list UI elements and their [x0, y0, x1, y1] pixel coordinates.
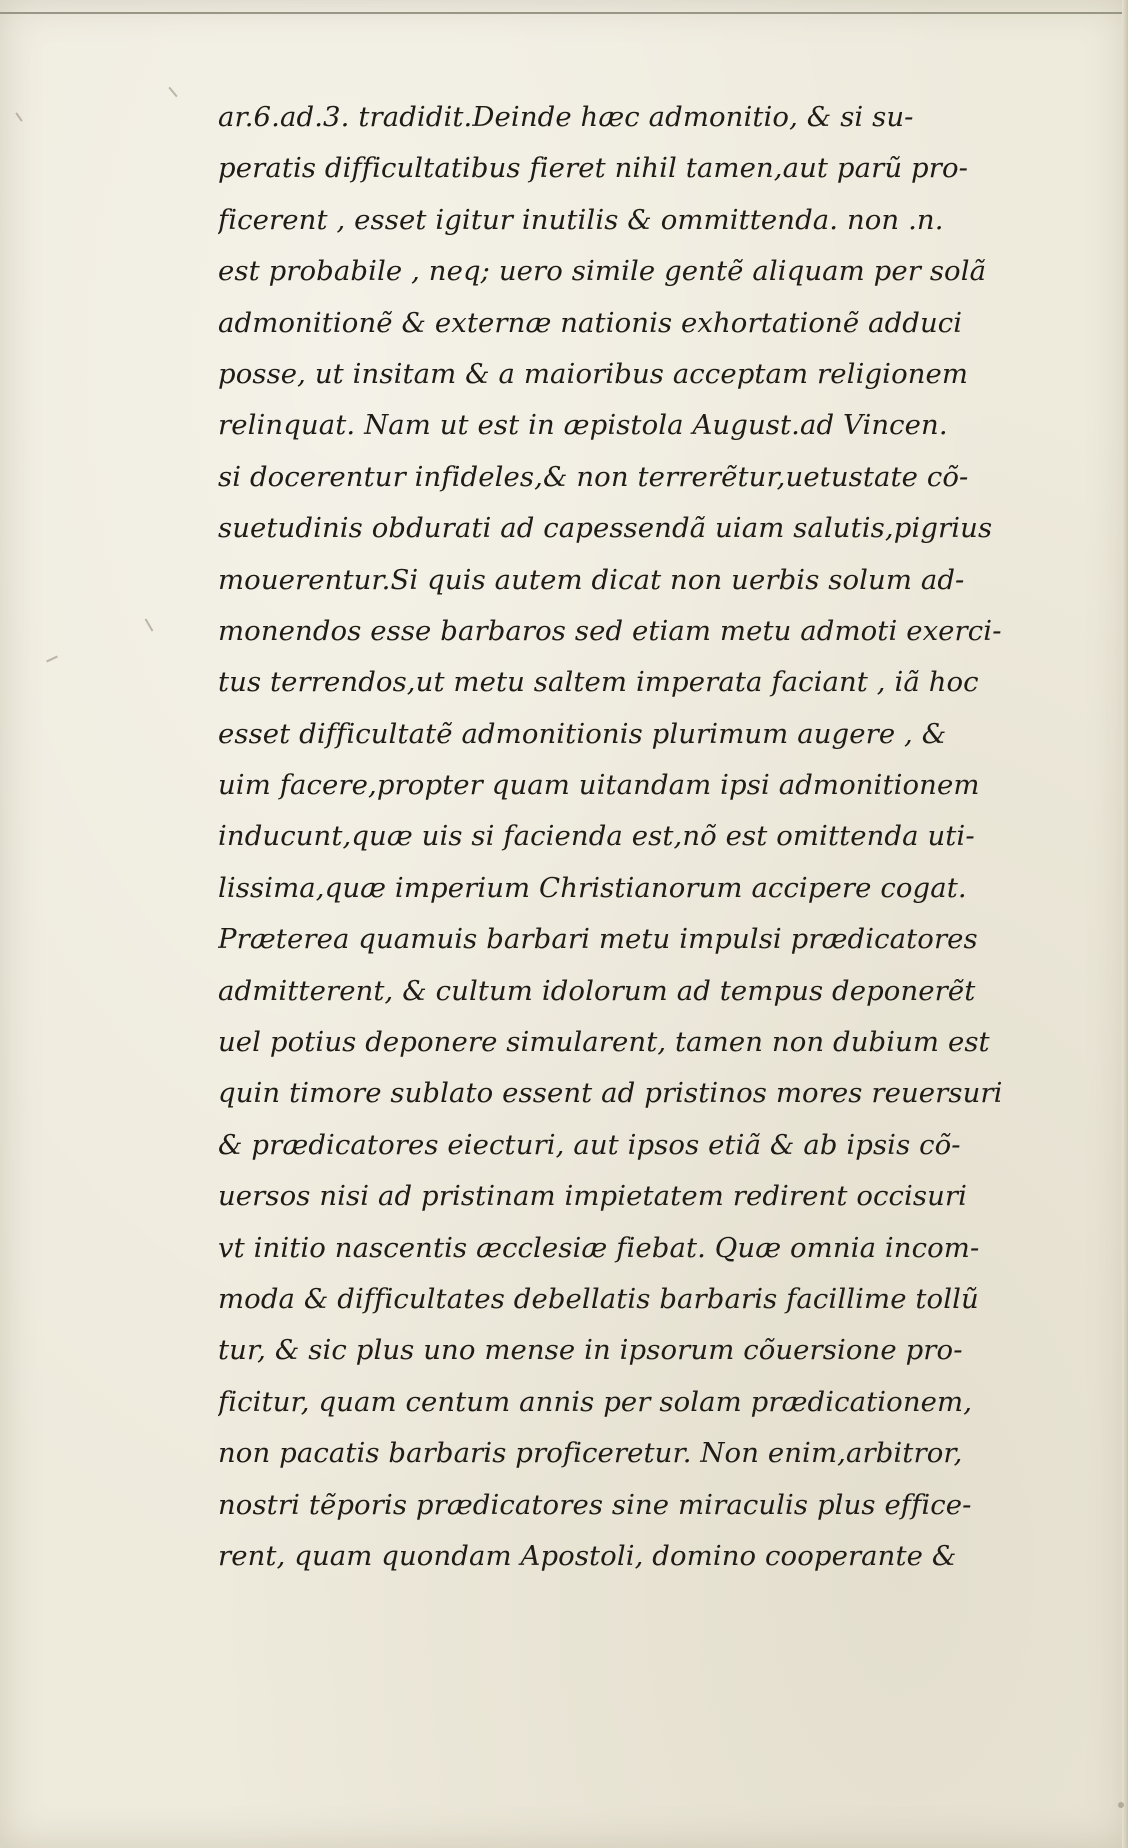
page-top-edge — [0, 12, 1128, 14]
text-line: suetudinis obdurati ad capessendã uiam salutis,pigrius — [218, 512, 993, 545]
main-text — [218, 92, 1030, 1582]
text-line: non pacatis barbaris proficeretur. Non enim,arbitror, — [218, 1437, 963, 1470]
page-right-edge — [1122, 0, 1128, 1848]
text-line: peratis difficultatibus fieret nihil tamen,aut parũ pro- — [218, 152, 968, 185]
text-line: si docerentur infideles,& non terrerẽtur,uetustate cõ- — [218, 460, 969, 493]
text-line: uersos nisi ad pristinam impietatem redirent occisuri — [218, 1180, 968, 1213]
text-line: vt initio nascentis æcclesiæ fiebat. Quæ omnia incom- — [218, 1231, 980, 1264]
text-line: uim facere,propter quam uitandam ipsi admonitionem — [218, 769, 980, 802]
paper-speck — [168, 87, 177, 97]
text-line: ficerent , esset igitur inutilis & ommittenda. non .n. — [218, 203, 944, 236]
paper-speck — [46, 656, 58, 663]
text-line: relinquat. Nam ut est in æpistola August.ad Vincen. — [218, 409, 948, 442]
paper-speck — [145, 618, 154, 631]
paper-speck — [1118, 1802, 1124, 1808]
text-line: inducunt,quæ uis si facienda est,nõ est omittenda uti- — [218, 820, 975, 853]
text-line: ficitur, quam centum annis per solam prædicationem, — [218, 1385, 973, 1418]
text-line: admitterent, & cultum idolorum ad tempus deponerẽt — [218, 974, 976, 1007]
text-line: uel potius deponere simularent, tamen non dubium est — [218, 1026, 990, 1059]
text-line: monendos esse barbaros sed etiam metu admoti exerci- — [218, 614, 1002, 647]
paper-speck — [15, 112, 22, 121]
text-line: ar.6.ad.3. tradidit.Deinde hæc admonitio, & si su- — [218, 101, 914, 133]
text-line: rent, quam quondam Apostoli, domino cooperante & — [218, 1539, 957, 1572]
text-line: quin timore sublato essent ad pristinos mores reuersuri — [218, 1077, 1003, 1110]
text-line: esset difficultatẽ admonitionis plurimum augere , & — [218, 717, 947, 750]
text-line: Præterea quamuis barbari metu impulsi prædicatores — [218, 923, 978, 956]
text-line: posse, ut insitam & a maioribus acceptam religionem — [218, 357, 969, 390]
text-line: est probabile , neq; uero simile gentẽ aliquam per solã — [218, 255, 987, 288]
text-line: nostri tẽporis prædicatores sine miraculis plus effice- — [218, 1488, 972, 1521]
text-line: & prædicatores eiecturi, aut ipsos etiã & ab ipsis cõ- — [218, 1128, 961, 1161]
text-line: tur, & sic plus uno mense in ipsorum cõuersione pro- — [218, 1334, 963, 1367]
text-line: lissima,quæ imperium Christianorum accipere cogat. — [218, 871, 967, 904]
text-line: tus terrendos,ut metu saltem imperata faciant , iã hoc — [218, 666, 979, 699]
text-line: admonitionẽ & externæ nationis exhortationẽ adduci — [218, 306, 963, 339]
text-line: moda & difficultates debellatis barbaris facillime tollũ — [218, 1282, 979, 1315]
text-line: mouerentur.Si quis autem dicat non uerbis solum ad- — [218, 563, 965, 596]
